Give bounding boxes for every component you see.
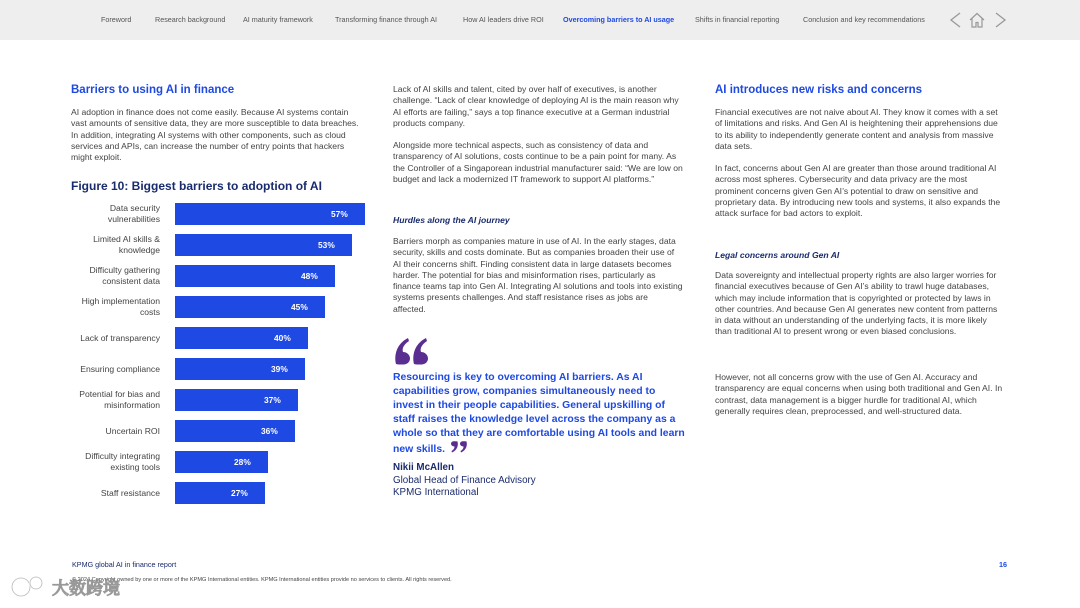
bar-category-label-line: Staff resistance [100, 487, 160, 498]
nav-item-financial-reporting[interactable]: Shifts in financial reporting [695, 15, 780, 24]
bar-category-label [50, 488, 160, 499]
pull-quote [393, 371, 685, 456]
bar-category-label [50, 389, 160, 411]
top-navigation [0, 0, 1080, 40]
bar-category-label [50, 364, 160, 375]
nav-icon-group [948, 11, 1008, 29]
right-subheading: Legal concerns around Gen AI [715, 250, 840, 260]
bar-category-label [50, 333, 160, 344]
barriers-bar-chart [70, 203, 370, 511]
bar-category-label-line: Difficulty integrating [85, 451, 160, 461]
quote-author-name: Nikii McAllen [393, 462, 454, 473]
bar-category-label-line: costs [139, 307, 160, 317]
bar-value-label: 45% [291, 302, 308, 312]
right-paragraph-4: However, not all concerns grow with the use of Gen AI. Accuracy and transparency are equal concerns when using both traditional and Gen AI. In contrast, data management is a bigger hurdle for traditional AI, which generally requires clean, preprocessed, and well-structured data. [715, 372, 1003, 416]
bar-category-label-line: High implementation [81, 296, 160, 306]
bar-category-label-line: misinformation [104, 400, 160, 410]
right-heading: AI introduces new risks and concerns [715, 84, 923, 96]
bar-category-label-line: Difficulty gathering [89, 265, 160, 275]
figure-title: Figure 10: Biggest barriers to adoption of AI [71, 179, 322, 193]
watermark-logo [8, 572, 148, 602]
bar-value-label: 40% [274, 333, 291, 343]
quote-author-organization: KPMG International [393, 487, 479, 498]
bar-category-label-line: existing tools [110, 462, 160, 472]
bar-category-label [50, 203, 160, 225]
nav-item-foreword[interactable]: Foreword [101, 15, 132, 24]
bar-value-label: 27% [231, 488, 248, 498]
bar-value-label: 53% [318, 240, 335, 250]
left-heading: Barriers to using AI in finance [71, 84, 235, 96]
bar-category-label-line: knowledge [118, 245, 160, 255]
open-quote-icon [393, 336, 433, 366]
bar-category-label-line: Limited AI skills & [93, 234, 160, 244]
bar-category-label [50, 265, 160, 287]
bar-category-label [50, 234, 160, 256]
bar-category-label-line: consistent data [102, 276, 160, 286]
bar-category-label [50, 426, 160, 437]
right-paragraph-2: In fact, concerns about Gen AI are greater than those around traditional AI across most spheres. Cybersecurity and data privacy are the most prominent concerns given Gen AI’s potential to draw on sensitive and proprietary data. By introducing new tools and systems, it also expands the attack surface for bad actors to exploit. [715, 163, 1001, 219]
nav-item-conclusion[interactable]: Conclusion and key recommendations [803, 15, 925, 24]
bar-value-label: 48% [301, 271, 318, 281]
home-icon[interactable] [968, 11, 986, 29]
bar [175, 451, 268, 473]
bar-value-label: 37% [264, 395, 281, 405]
left-paragraph: AI adoption in finance does not come easily. Because AI systems contain vast amounts of sensitive data, they are more susceptible to data breaches. In addition, integrating AI systems with other components, such as cloud services and APIs, can increase the number of entry points that hackers might exploit. [71, 107, 359, 163]
pull-quote-text: Resourcing is key to overcoming AI barriers. As AI capabilities grow, companies simultaneously need to invest in their people capabilities. General upskilling of staff raises the knowledge level across the company as a whole so that they are comfortable using AI tools and learn new skills. [393, 372, 685, 455]
watermark-text: 大数跨境 [52, 579, 120, 599]
middle-paragraph-1: Lack of AI skills and talent, cited by over half of executives, is another challenge. “Lack of clear knowledge of deploying AI is the main reason why AI efforts are failing,” says a top finance executive at a German industrial products company. [393, 84, 679, 128]
middle-subheading: Hurdles along the AI journey [393, 215, 510, 225]
bar-category-label-line: Potential for bias and [79, 389, 160, 399]
chevron-left-icon[interactable] [948, 11, 962, 29]
bar-category-label-line: Data security [109, 203, 160, 213]
bar-category-label-line: Lack of transparency [80, 332, 160, 343]
footer-copyright: © 2024 Copyright owned by one or more of the KPMG International entities. KPMG International entities provide no services to clients. All rights reserved. [72, 577, 452, 583]
middle-paragraph-2: Alongside more technical aspects, such as consistency of data and transparency of AI solutions, costs continue to be a pain point for many. As the Controller of a Singaporean industrial manufacturer said: “We are low on budget and lack a modernized IT framework to support AI platforms.” [393, 140, 683, 184]
bar-category-label [50, 451, 160, 473]
bar-category-label-line: vulnerabilities [107, 214, 160, 224]
close-quote-icon [450, 441, 468, 453]
quote-author-role: Global Head of Finance Advisory [393, 475, 536, 486]
nav-item-research-background[interactable]: Research background [155, 15, 226, 24]
bar-value-label: 39% [271, 364, 288, 374]
right-paragraph-3: Data sovereignty and intellectual property rights are also larger worries for financial executives because of Gen AI’s ability to trawl huge databases, which may include information that is copyrighted or protected by laws in other countries. And because Gen AI generates new content from patterns in data without an understanding of the underlying facts, it is more likely than traditional AI to present wrong or even biased conclusions. [715, 270, 998, 337]
right-paragraph-1: Financial executives are not naive about AI. They know it comes with a set of limitations and risks. And Gen AI is heightening their apprehensions due to its ability to independently generate content and analysis from massive data sets. [715, 107, 998, 151]
nav-item-transforming-finance[interactable]: Transforming finance through AI [335, 15, 438, 24]
middle-paragraph-3: Barriers morph as companies mature in use of AI. In the early stages, data security, skills and costs dominate. But as companies broaden their use of AI their concerns shift. Finding consistent data in large datasets becomes harder. The potential for bias and misinformation rises, particularly as finance teams tap into Gen AI. Integrating AI solutions and tools into existing systems presents challenges. And staff resistance rises as jobs are affected. [393, 236, 683, 314]
bar-category-label-line: Uncertain ROI [105, 425, 160, 436]
bar-category-label [50, 296, 160, 318]
nav-item-ai-leaders-roi[interactable]: How AI leaders drive ROI [463, 15, 544, 24]
bar-value-label: 28% [234, 457, 251, 467]
nav-item-overcoming-barriers[interactable]: Overcoming barriers to AI usage [563, 15, 675, 24]
bar-value-label: 57% [331, 209, 348, 219]
bar [175, 482, 265, 504]
bar-category-label-line: Ensuring compliance [80, 363, 160, 374]
bar-value-label: 36% [261, 426, 278, 436]
page-number: 16 [999, 560, 1007, 569]
footer-report-title: KPMG global AI in finance report [72, 560, 177, 569]
chevron-right-icon[interactable] [994, 11, 1008, 29]
nav-item-ai-maturity-framework[interactable]: AI maturity framework [243, 15, 313, 24]
